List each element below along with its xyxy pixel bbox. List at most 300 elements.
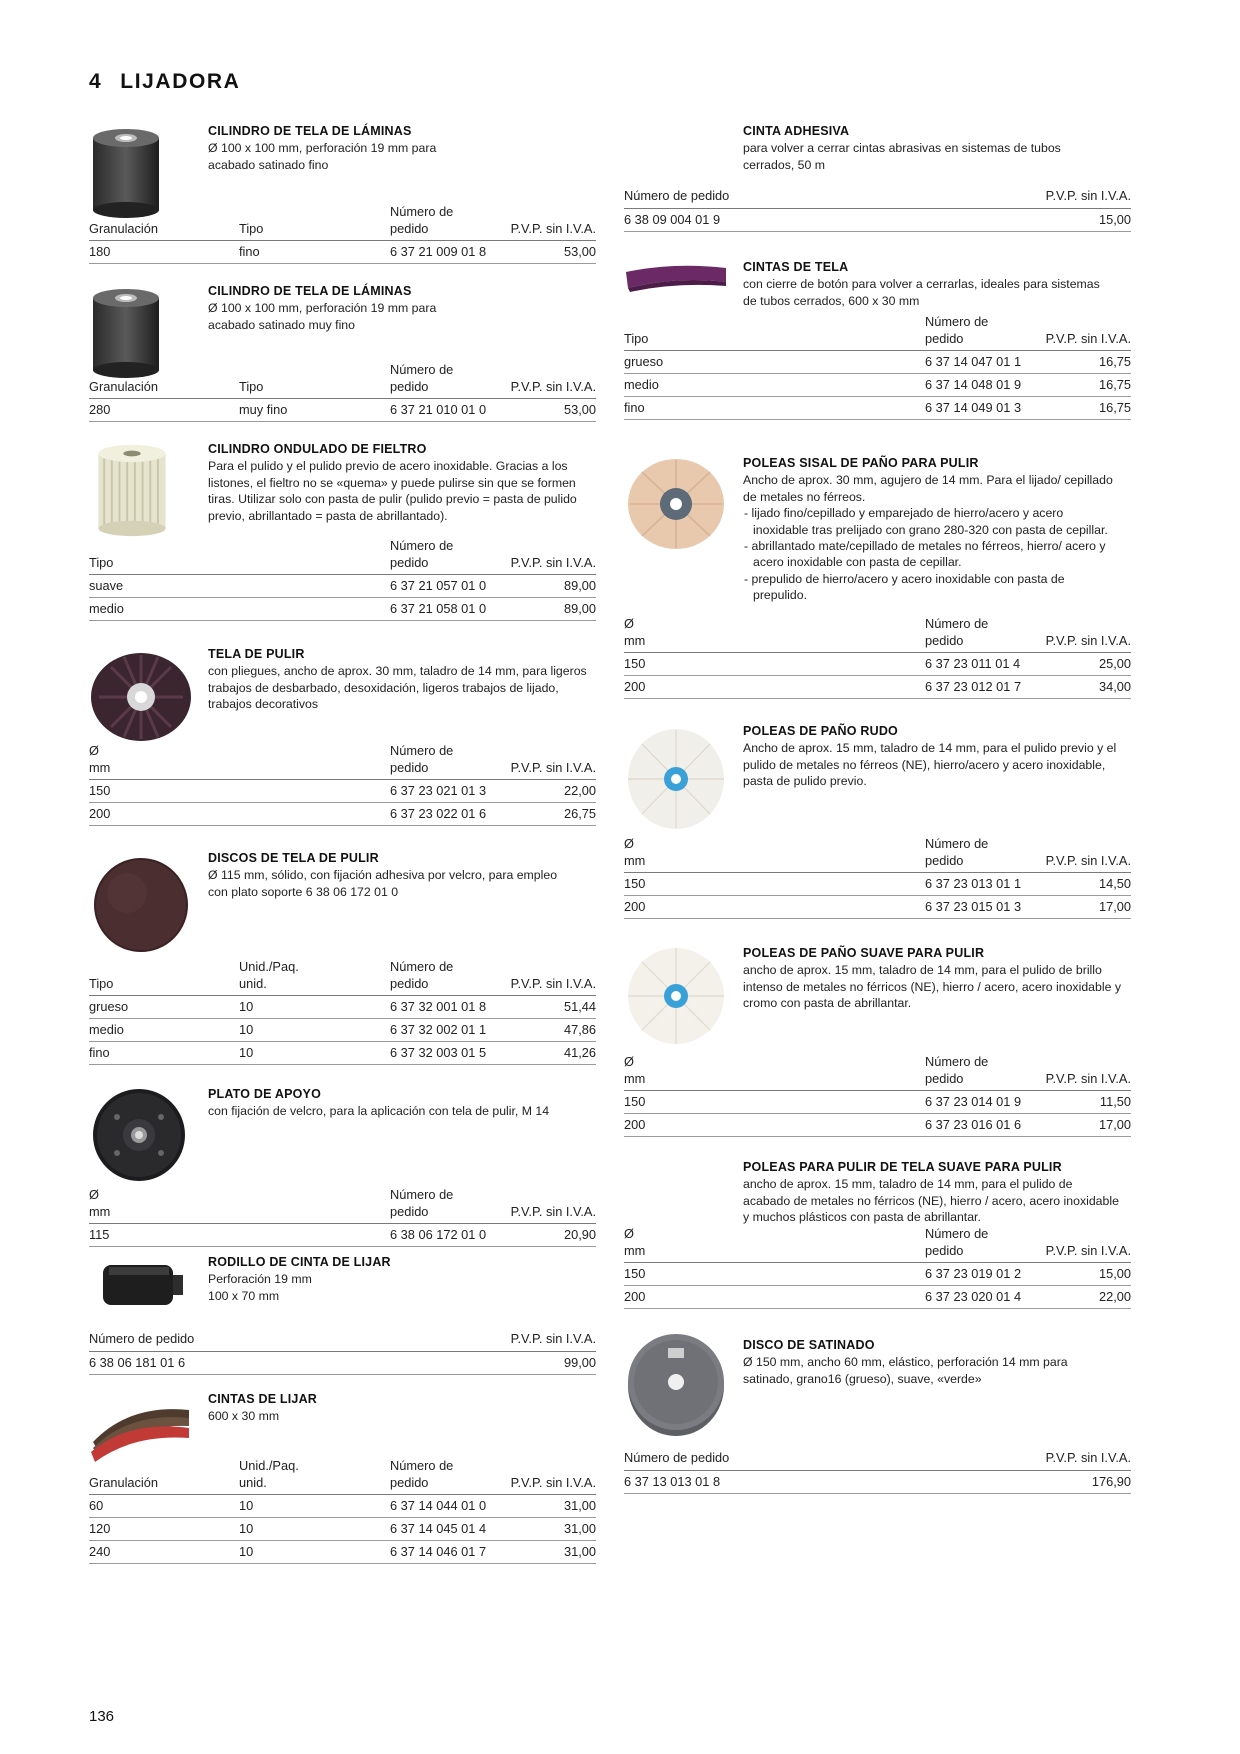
col-diameter: [624, 1226, 925, 1263]
product-title: CILINDRO ONDULADO DE FIELTRO: [208, 442, 427, 456]
cell-price: 14,50: [1045, 873, 1131, 896]
product-description: Para el pulido y el pulido previo de acero inoxidable. Gracias a los listones, el fieltro no se «quema» y puede pulirse sin que se formen tiras. Utilizar solo con pasta de pulir (pulido previo = pasta de pulido previo, abrillantado = pasta de abrillantado).: [208, 459, 577, 523]
spec-table: [624, 1226, 1131, 1309]
cell-price: 16,75: [1045, 397, 1131, 420]
cell: 150: [89, 780, 390, 803]
label-pedido: pedido: [390, 554, 429, 570]
product-text: [208, 645, 596, 713]
table-row: [89, 1541, 596, 1564]
product-sanding-roller: [89, 1253, 596, 1390]
table-row: [624, 1091, 1131, 1114]
cell: 200: [624, 676, 925, 699]
product-title: CINTAS DE LIJAR: [208, 1392, 318, 1406]
cell: 10: [239, 1541, 390, 1564]
table-header: [624, 616, 1131, 653]
cell-price: 15,00: [1045, 208, 1131, 231]
product-text: [208, 1253, 596, 1304]
cell-price: 17,00: [1045, 1114, 1131, 1137]
table-row: [624, 873, 1131, 896]
table-row: [624, 374, 1131, 397]
table-row: [89, 803, 596, 826]
cell-price: 16,75: [1045, 351, 1131, 374]
cell-order-number: 6 37 32 002 01 1: [390, 1019, 510, 1042]
fleece-belt-icon: [624, 260, 728, 300]
col-diameter: [89, 743, 390, 780]
label-pedido: pedido: [390, 220, 429, 236]
product-description-line: 100 x 70 mm: [208, 1288, 280, 1303]
col-granulacion: Granulación: [89, 362, 239, 399]
table-header: [89, 1458, 596, 1495]
label-numero-de: Número de: [390, 1458, 454, 1473]
cell-price: 31,00: [510, 1541, 596, 1564]
product-satin-disc: [624, 1336, 1131, 1496]
page-number: 136: [89, 1708, 115, 1725]
label-diameter: Ø: [624, 616, 634, 631]
cell-order-number: 6 37 23 014 01 9: [925, 1091, 1045, 1114]
cell-price: 20,90: [510, 1224, 596, 1247]
label-pedido: pedido: [925, 632, 964, 648]
product-text: [208, 1085, 596, 1120]
cell-order-number: 6 37 23 011 01 4: [925, 653, 1045, 676]
table-header: [624, 188, 1131, 208]
cell: 280: [89, 399, 239, 422]
product-soft-cloth-buff: [624, 944, 1131, 1158]
cell: medio: [89, 598, 390, 621]
cell-price: 34,00: [1045, 676, 1131, 699]
spec-table: [624, 314, 1131, 420]
cell-order-number: 6 38 06 172 01 0: [390, 1224, 510, 1247]
cell-price: 51,44: [510, 996, 596, 1019]
label-numero-de: Número de: [925, 314, 989, 329]
label-mm: mm: [89, 759, 111, 775]
table-row: [89, 241, 596, 264]
col-price: P.V.P. sin I.V.A.: [1045, 1450, 1131, 1470]
product-polishing-cloth: [89, 645, 596, 849]
bullet-item: - prepulido de hierro/acero y acero inoxidable con pasta de prepulido.: [744, 571, 1065, 603]
col-pedido: [390, 959, 510, 996]
label-numero-de: Número de: [925, 1226, 989, 1241]
cell-price: 22,00: [1045, 1286, 1131, 1309]
table-header: [624, 1054, 1131, 1091]
table-header: [89, 1331, 596, 1351]
label-pedido: pedido: [390, 1203, 429, 1219]
cell-price: 25,00: [1045, 653, 1131, 676]
product-description-line: Perforación 19 mm: [208, 1272, 312, 1287]
col-price: P.V.P. sin I.V.A.: [510, 959, 596, 996]
table-row: [624, 1114, 1131, 1137]
col-tipo: Tipo: [239, 204, 390, 241]
cell: fino: [624, 397, 925, 420]
col-pedido: [925, 1054, 1045, 1091]
product-description: Ancho de aprox. 30 mm, agujero de 14 mm. Para el lijado/ cepillado de metales no férreos.: [743, 473, 1113, 504]
label-pedido: pedido: [390, 378, 429, 394]
table-row: [89, 1019, 596, 1042]
product-sisal-buff: [624, 454, 1131, 722]
label-mm: mm: [624, 1070, 646, 1086]
cell-order-number: 6 37 21 009 01 8: [390, 241, 510, 264]
felt-cylinder-icon: [89, 442, 175, 538]
product-title: DISCOS DE TELA DE PULIR: [208, 851, 379, 865]
product-description: ancho de aprox. 15 mm, taladro de 14 mm, para el pulido de brillo intenso de metales no férricos (NE), hierro / acero, acero inoxidable y cromo con pasta de abrillantar.: [743, 963, 1121, 1011]
col-diameter: [89, 1187, 390, 1224]
bullet-item: - lijado fino/cepillado y emparejado de hierro/acero y acero inoxidable tras prelijado con grano 280-320 con pasta de cepillar.: [744, 506, 1108, 537]
col-pedido: [390, 1187, 510, 1224]
table-row: [624, 1470, 1131, 1493]
product-felt-cylinder: [89, 440, 596, 630]
cell-order-number: 6 37 13 013 01 8: [624, 1470, 1045, 1493]
spec-table: [89, 743, 596, 826]
product-text: [743, 122, 1131, 173]
table-header: [89, 204, 596, 241]
col-pedido: Número de pedido: [624, 188, 1045, 208]
cell: suave: [89, 575, 390, 598]
backing-pad-icon: [89, 1087, 193, 1183]
label-mm: mm: [89, 1203, 111, 1219]
col-diameter: [624, 836, 925, 873]
cell-price: 31,00: [510, 1495, 596, 1518]
cell-order-number: 6 37 32 001 01 8: [390, 996, 510, 1019]
cell-order-number: 6 37 23 015 01 3: [925, 896, 1045, 919]
sanding-belts-icon: [89, 1394, 193, 1464]
cell: fino: [239, 241, 390, 264]
cell-order-number: 6 37 23 021 01 3: [390, 780, 510, 803]
page-heading: [89, 70, 240, 94]
product-title: CINTAS DE TELA: [743, 260, 849, 274]
col-tipo: Tipo: [89, 538, 390, 575]
table-row: [89, 575, 596, 598]
product-backing-pad: [89, 1085, 596, 1253]
cell-order-number: 6 37 21 058 01 0: [390, 598, 510, 621]
cell-order-number: 6 37 14 047 01 1: [925, 351, 1045, 374]
cell-order-number: 6 37 23 022 01 6: [390, 803, 510, 826]
cell-price: 15,00: [1045, 1263, 1131, 1286]
table-row: [89, 1351, 596, 1374]
label-unid: unid.: [239, 975, 267, 991]
product-adhesive-tape: [624, 122, 1131, 258]
product-title: TELA DE PULIR: [208, 647, 305, 661]
cell-price: 17,00: [1045, 896, 1131, 919]
cell-order-number: 6 37 23 019 01 2: [925, 1263, 1045, 1286]
table-row: [89, 996, 596, 1019]
product-title: CILINDRO DE TELA DE LÁMINAS: [208, 284, 412, 298]
product-sanding-belts: [89, 1390, 596, 1566]
cell: 200: [624, 1286, 925, 1309]
col-pedido: [925, 314, 1045, 351]
chapter-number: 4: [89, 70, 103, 93]
label-diameter: Ø: [624, 1226, 634, 1241]
label-numero-de: Número de: [390, 362, 454, 377]
soft-cloth-buff-icon: [624, 944, 728, 1050]
product-text: [208, 1390, 596, 1425]
product-title: PLATO DE APOYO: [208, 1087, 321, 1101]
product-title: CINTA ADHESIVA: [743, 124, 850, 138]
product-text: [208, 122, 596, 173]
fleece-disc-icon: [89, 857, 193, 953]
col-tipo: Tipo: [624, 314, 925, 351]
col-price: P.V.P. sin I.V.A.: [1045, 1054, 1131, 1091]
cell: 180: [89, 241, 239, 264]
label-pedido: pedido: [925, 1070, 964, 1086]
product-description: Ø 100 x 100 mm, perforación 19 mm para acabado satinado fino: [208, 141, 437, 172]
spec-table: [89, 538, 596, 621]
spec-table: [89, 362, 596, 422]
sanding-roller-icon: [89, 1253, 193, 1317]
product-description: Ø 150 mm, ancho 60 mm, elástico, perforación 14 mm para satinado, grano16 (grueso), suave, «verde»: [743, 1355, 1068, 1386]
cell-price: 26,75: [510, 803, 596, 826]
col-diameter: [624, 1054, 925, 1091]
cell-order-number: 6 37 14 048 01 9: [925, 374, 1045, 397]
product-description: para volver a cerrar cintas abrasivas en sistemas de tubos cerrados, 50 m: [743, 141, 1061, 172]
cell: muy fino: [239, 399, 390, 422]
cell: 60: [89, 1495, 239, 1518]
cell: medio: [624, 374, 925, 397]
label-diameter: Ø: [89, 1187, 99, 1202]
col-granulacion: Granulación: [89, 1458, 239, 1495]
col-pedido: [390, 362, 510, 399]
cell-order-number: 6 37 23 012 01 7: [925, 676, 1045, 699]
table-header: [89, 959, 596, 996]
product-title: POLEAS DE PAÑO SUAVE PARA PULIR: [743, 946, 985, 960]
col-price: P.V.P. sin I.V.A.: [510, 1187, 596, 1224]
spec-table: [624, 188, 1131, 232]
spec-table: [624, 1054, 1131, 1137]
label-unid-paq: Unid./Paq.: [239, 959, 299, 974]
cell-price: 16,75: [1045, 374, 1131, 397]
col-pedido: Número de pedido: [89, 1331, 510, 1351]
col-tipo: Tipo: [89, 959, 239, 996]
col-unid: [239, 1458, 390, 1495]
product-text: [743, 1158, 1131, 1226]
table-row: [89, 1495, 596, 1518]
col-price: P.V.P. sin I.V.A.: [510, 1331, 596, 1351]
label-unid: unid.: [239, 1474, 267, 1490]
product-description: con fijación de velcro, para la aplicación con tela de pulir, M 14: [208, 1104, 550, 1119]
cell: 150: [624, 1263, 925, 1286]
cell: 150: [624, 873, 925, 896]
label-pedido: pedido: [925, 330, 964, 346]
product-title: RODILLO DE CINTA DE LIJAR: [208, 1255, 391, 1269]
product-description: con pliegues, ancho de aprox. 30 mm, taladro de 14 mm, para ligeros trabajos de desbarbado, desoxidación, ligeros trabajos de lijado, trabajos decorativos: [208, 664, 587, 712]
spec-table: [624, 836, 1131, 919]
table-row: [624, 397, 1131, 420]
table-row: [89, 598, 596, 621]
cell-order-number: 6 37 21 010 01 0: [390, 399, 510, 422]
cell: grueso: [624, 351, 925, 374]
col-pedido: [925, 836, 1045, 873]
table-row: [624, 896, 1131, 919]
cell: 200: [89, 803, 390, 826]
spec-table: [89, 1458, 596, 1564]
product-title: DISCO DE SATINADO: [743, 1338, 875, 1352]
cell: 10: [239, 1042, 390, 1065]
col-price: P.V.P. sin I.V.A.: [1045, 314, 1131, 351]
product-text: [743, 1336, 1131, 1387]
table-header: [624, 314, 1131, 351]
left-column: [89, 122, 596, 1566]
cell: 200: [624, 1114, 925, 1137]
col-price: P.V.P. sin I.V.A.: [510, 743, 596, 780]
col-price: P.V.P. sin I.V.A.: [510, 362, 596, 399]
cell-price: 53,00: [510, 399, 596, 422]
cell-order-number: 6 37 32 003 01 5: [390, 1042, 510, 1065]
product-fleece-belts: [624, 258, 1131, 454]
label-mm: mm: [624, 852, 646, 868]
label-mm: mm: [624, 1242, 646, 1258]
cell-order-number: 6 37 23 016 01 6: [925, 1114, 1045, 1137]
col-unid: [239, 959, 390, 996]
cell: 150: [624, 1091, 925, 1114]
product-text: [743, 454, 1131, 604]
label-pedido: pedido: [925, 1242, 964, 1258]
product-coarse-cloth-buff: [624, 722, 1131, 944]
cloth-buff-icon: [624, 724, 728, 834]
cell-price: 31,00: [510, 1518, 596, 1541]
label-numero-de: Número de: [925, 1054, 989, 1069]
cell-price: 53,00: [510, 241, 596, 264]
table-header: [624, 836, 1131, 873]
sisal-buff-icon: [624, 456, 728, 552]
cell: 150: [624, 653, 925, 676]
label-pedido: pedido: [925, 852, 964, 868]
cell-order-number: 6 37 14 045 01 4: [390, 1518, 510, 1541]
spec-table: [89, 1187, 596, 1247]
cell: 10: [239, 1518, 390, 1541]
product-description: con cierre de botón para volver a cerrarlas, ideales para sistemas de tubos cerrados, 600 x 30 mm: [743, 277, 1100, 308]
col-price: P.V.P. sin I.V.A.: [1045, 836, 1131, 873]
product-description: 600 x 30 mm: [208, 1409, 280, 1424]
label-numero-de: Número de: [390, 1187, 454, 1202]
table-row: [624, 351, 1131, 374]
cell: 115: [89, 1224, 390, 1247]
label-numero-de: Número de: [390, 959, 454, 974]
cell-order-number: 6 37 21 057 01 0: [390, 575, 510, 598]
cell-order-number: 6 37 23 020 01 4: [925, 1286, 1045, 1309]
cell: 240: [89, 1541, 239, 1564]
bullet-list: [743, 505, 1118, 603]
col-price: P.V.P. sin I.V.A.: [510, 538, 596, 575]
col-granulacion: Granulación: [89, 204, 239, 241]
table-row: [89, 399, 596, 422]
label-pedido: pedido: [390, 975, 429, 991]
cell: 10: [239, 996, 390, 1019]
product-text: [208, 440, 596, 524]
label-numero-de: Número de: [925, 836, 989, 851]
cell-price: 89,00: [510, 598, 596, 621]
chapter-title: LIJADORA: [120, 70, 241, 93]
col-pedido: [925, 1226, 1045, 1263]
col-tipo: Tipo: [239, 362, 390, 399]
label-diameter: Ø: [624, 1054, 634, 1069]
table-row: [624, 208, 1131, 231]
cell-order-number: 6 37 14 046 01 7: [390, 1541, 510, 1564]
spec-table: [89, 1331, 596, 1375]
product-description: Ø 115 mm, sólido, con fijación adhesiva por velcro, para empleo con plato soporte 6 38 06 172 01 0: [208, 868, 558, 899]
product-description: Ancho de aprox. 15 mm, taladro de 14 mm, para el pulido previo y el pulido de metales no férreos (NE), hierro/acero y acero inoxidable, pasta de pulido previo.: [743, 741, 1117, 789]
cell: 120: [89, 1518, 239, 1541]
cell: 10: [239, 1019, 390, 1042]
cell: 10: [239, 1495, 390, 1518]
label-diameter: Ø: [624, 836, 634, 851]
col-pedido: [390, 743, 510, 780]
col-pedido: [390, 538, 510, 575]
col-price: P.V.P. sin I.V.A.: [1045, 616, 1131, 653]
cell-order-number: 6 37 14 044 01 0: [390, 1495, 510, 1518]
col-pedido: [390, 1458, 510, 1495]
label-numero-de: Número de: [925, 616, 989, 631]
product-title: POLEAS DE PAÑO RUDO: [743, 724, 898, 738]
cell-order-number: 6 38 09 004 01 9: [624, 208, 1045, 231]
product-description: ancho de aprox. 15 mm, taladro de 14 mm, para el pulido de acabado de metales no férricos (NE), hierro / acero, acero inoxidable y muchos plásticos con pasta de abrillantar.: [743, 1177, 1119, 1225]
label-pedido: pedido: [390, 1474, 429, 1490]
cell-order-number: 6 37 14 049 01 3: [925, 397, 1045, 420]
table-row: [89, 780, 596, 803]
label-mm: mm: [624, 632, 646, 648]
product-description: Ø 100 x 100 mm, perforación 19 mm para acabado satinado muy fino: [208, 301, 437, 332]
table-header: [624, 1450, 1131, 1470]
polishing-cloth-wheel-icon: [89, 647, 193, 743]
spec-table: [89, 204, 596, 264]
product-text: [208, 849, 596, 900]
label-unid-paq: Unid./Paq.: [239, 1458, 299, 1473]
col-diameter: [624, 616, 925, 653]
spec-table: [624, 1450, 1131, 1494]
label-diameter: Ø: [89, 743, 99, 758]
label-numero-de: Número de: [390, 743, 454, 758]
cell: fino: [89, 1042, 239, 1065]
satin-disc-icon: [624, 1328, 728, 1440]
cell-price: 176,90: [1045, 1470, 1131, 1493]
cell: medio: [89, 1019, 239, 1042]
cell-price: 89,00: [510, 575, 596, 598]
label-pedido: pedido: [390, 759, 429, 775]
cell-price: 41,26: [510, 1042, 596, 1065]
product-fleece-discs: [89, 849, 596, 1085]
table-row: [624, 653, 1131, 676]
product-text: [208, 282, 596, 333]
product-title: CILINDRO DE TELA DE LÁMINAS: [208, 124, 412, 138]
table-header: [89, 538, 596, 575]
table-row: [624, 1286, 1131, 1309]
col-price: P.V.P. sin I.V.A.: [1045, 1226, 1131, 1263]
product-title: POLEAS PARA PULIR DE TELA SUAVE PARA PULIR: [743, 1160, 1062, 1174]
product-flap-cylinder-fine: [89, 122, 596, 264]
spec-table: [624, 616, 1131, 699]
table-row: [89, 1224, 596, 1247]
col-pedido: Número de pedido: [624, 1450, 1045, 1470]
table-row: [89, 1518, 596, 1541]
product-title: POLEAS SISAL DE PAÑO PARA PULIR: [743, 456, 979, 470]
table-header: [89, 743, 596, 780]
cell: 200: [624, 896, 925, 919]
col-price: P.V.P. sin I.V.A.: [510, 204, 596, 241]
table-header: [624, 1226, 1131, 1263]
cell-price: 47,86: [510, 1019, 596, 1042]
product-text: [743, 944, 1131, 1012]
cell-price: 99,00: [510, 1351, 596, 1374]
product-text: [743, 258, 1131, 309]
cell-price: 22,00: [510, 780, 596, 803]
table-header: [89, 362, 596, 399]
label-numero-de: Número de: [390, 538, 454, 553]
cell-price: 11,50: [1045, 1091, 1131, 1114]
cell-order-number: 6 37 23 013 01 1: [925, 873, 1045, 896]
col-pedido: [925, 616, 1045, 653]
cell: grueso: [89, 996, 239, 1019]
table-row: [624, 1263, 1131, 1286]
cell-order-number: 6 38 06 181 01 6: [89, 1351, 510, 1374]
product-flap-cylinder-very-fine: [89, 282, 596, 440]
bullet-item: - abrillantado mate/cepillado de metales no férreos, hierro/ acero y acero inoxidable con pasta de cepillar.: [744, 539, 1106, 570]
